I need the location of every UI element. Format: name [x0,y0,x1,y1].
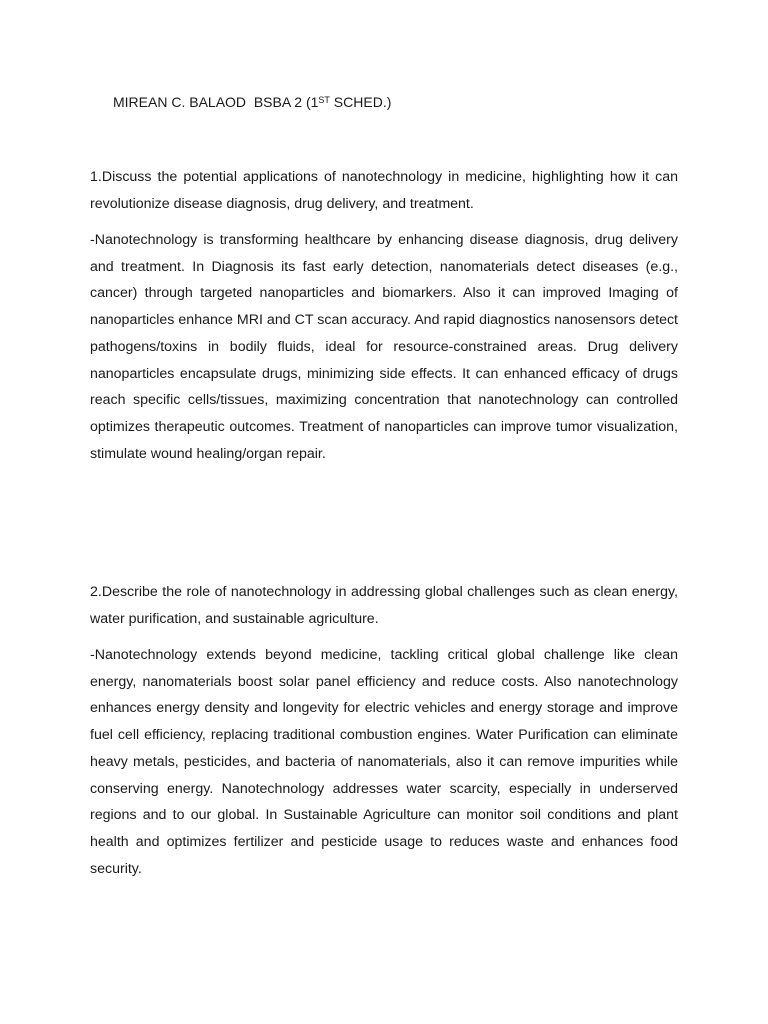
course-superscript: ST [318,95,330,105]
course-suffix: SCHED.) [329,94,392,110]
question-1: 1.Discuss the potential applications of nanotechnology in medicine, highlighting how it can revolutionize disease diagnosis, drug delivery, and treatment. [90,169,678,212]
student-header [113,93,391,111]
course-prefix: BSBA 2 (1 [253,94,319,110]
question-2: 2.Describe the role of nanotechnology in addressing global challenges such as clean energy, water purification, and sustainable agriculture. [90,584,678,627]
student-name: MIREAN C. BALAOD [113,94,247,110]
answer-1: -Nanotechnology is transforming healthcare by enhancing disease diagnosis, drug delivery and treatment. In Diagnosis its fast early detection, nanomaterials detect diseases (e.g., cancer) through targeted nanoparticles and biomarkers. Also it can improved Imaging of nanoparticles enhance MRI and CT scan accuracy. And rapid diagnostics nanosensors detect pathogens/toxins in bodily fluids, ideal for resource-constrained areas. Drug delivery nanoparticles encapsulate drugs, minimizing side effects. It can enhanced efficacy of drugs reach specific cells/tissues, maximizing concentration that nanotechnology can controlled optimizes therapeutic outcomes. Treatment of nanoparticles can improve tumor visualization, stimulate wound healing/organ repair. [90,232,678,462]
answer-2: -Nanotechnology extends beyond medicine, tackling critical global challenge like clean energy, nanomaterials boost solar panel efficiency and reduce costs. Also nanotechnology enhances energy density and longevity for electric vehicles and energy storage and improve fuel cell efficiency, replacing traditional combustion engines. Water Purification can eliminate heavy metals, pesticides, and bacteria of nanomaterials, also it can remove impurities while conserving energy. Nanotechnology addresses water scarcity, especially in underserved regions and to our global. In Sustainable Agriculture can monitor soil conditions and plant health and optimizes fertilizer and pesticide usage to reduces waste and enhances food security. [90,647,678,877]
